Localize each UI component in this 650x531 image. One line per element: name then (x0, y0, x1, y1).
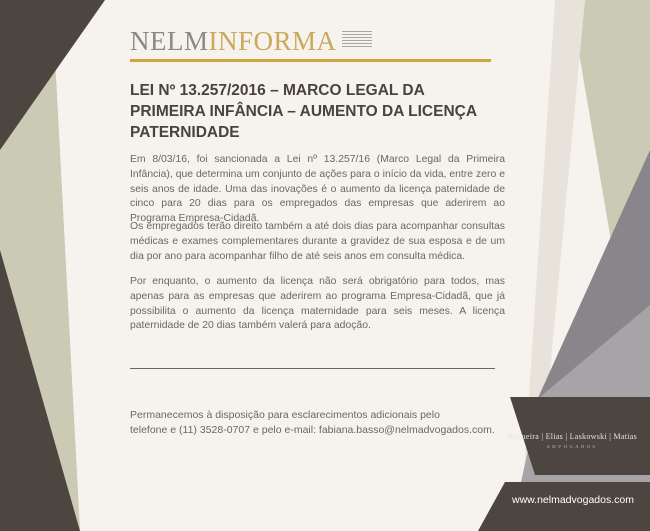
footer-divider (130, 368, 495, 369)
firm-subtitle: ADVOGADOS (546, 444, 598, 449)
article-paragraph-2: Os empregados terão direito também a até dois dias para acompanhar consultas médicas e exames complementares durante a gravidez de sua esposa e de um dia por ano para acompanhar filho de até seis anos em consulta médica. (130, 221, 505, 262)
contact-line-1: Permanecemos à disposição para esclarecimentos adicionais pelo (130, 409, 440, 421)
newsletter-logo (130, 26, 337, 56)
article-title: LEI Nº 13.257/2016 – MARCO LEGAL DA PRIMEIRA INFÂNCIA – AUMENTO DA LICENÇA PATERNIDADE (130, 82, 477, 141)
logo-part-nelm: NELM (130, 26, 209, 56)
header-rule (130, 59, 491, 62)
contact-block (130, 408, 520, 438)
firm-logo (497, 432, 647, 449)
article-paragraph-1: Em 8/03/16, foi sancionada a Lei nº 13.257/16 (Marco Legal da Primeira Infância), que determina um conjunto de ações para o início da vida, entre zero e seis anos de idade. Uma das inovações é o aumento da licença paternidade de cinco para 20 dias para os empregados das empresas que aderirem ao Programa Empresa-Cidadã. (130, 154, 505, 225)
logo-lines-icon (342, 31, 372, 49)
contact-line-2[interactable]: telefone e (11) 3528-0707 e pelo e-mail: fabiana.basso@nelmadvogados.com. (130, 424, 495, 436)
firm-names: Nogueira | Elias | Laskowski | Matias (506, 432, 638, 441)
article-paragraph-3: Por enquanto, o aumento da licença não será obrigatório para todos, mas apenas para as empresas que aderirem ao programa Empresa-Cidadã, que já possibilita o aumento da licença maternidade para seis meses. A licença paternidade de 20 dias também valerá para adoção. (130, 276, 505, 332)
website-band (478, 482, 650, 531)
website-link[interactable]: www.nelmadvogados.com (512, 494, 634, 506)
logo-part-informa: INFORMA (208, 26, 337, 56)
